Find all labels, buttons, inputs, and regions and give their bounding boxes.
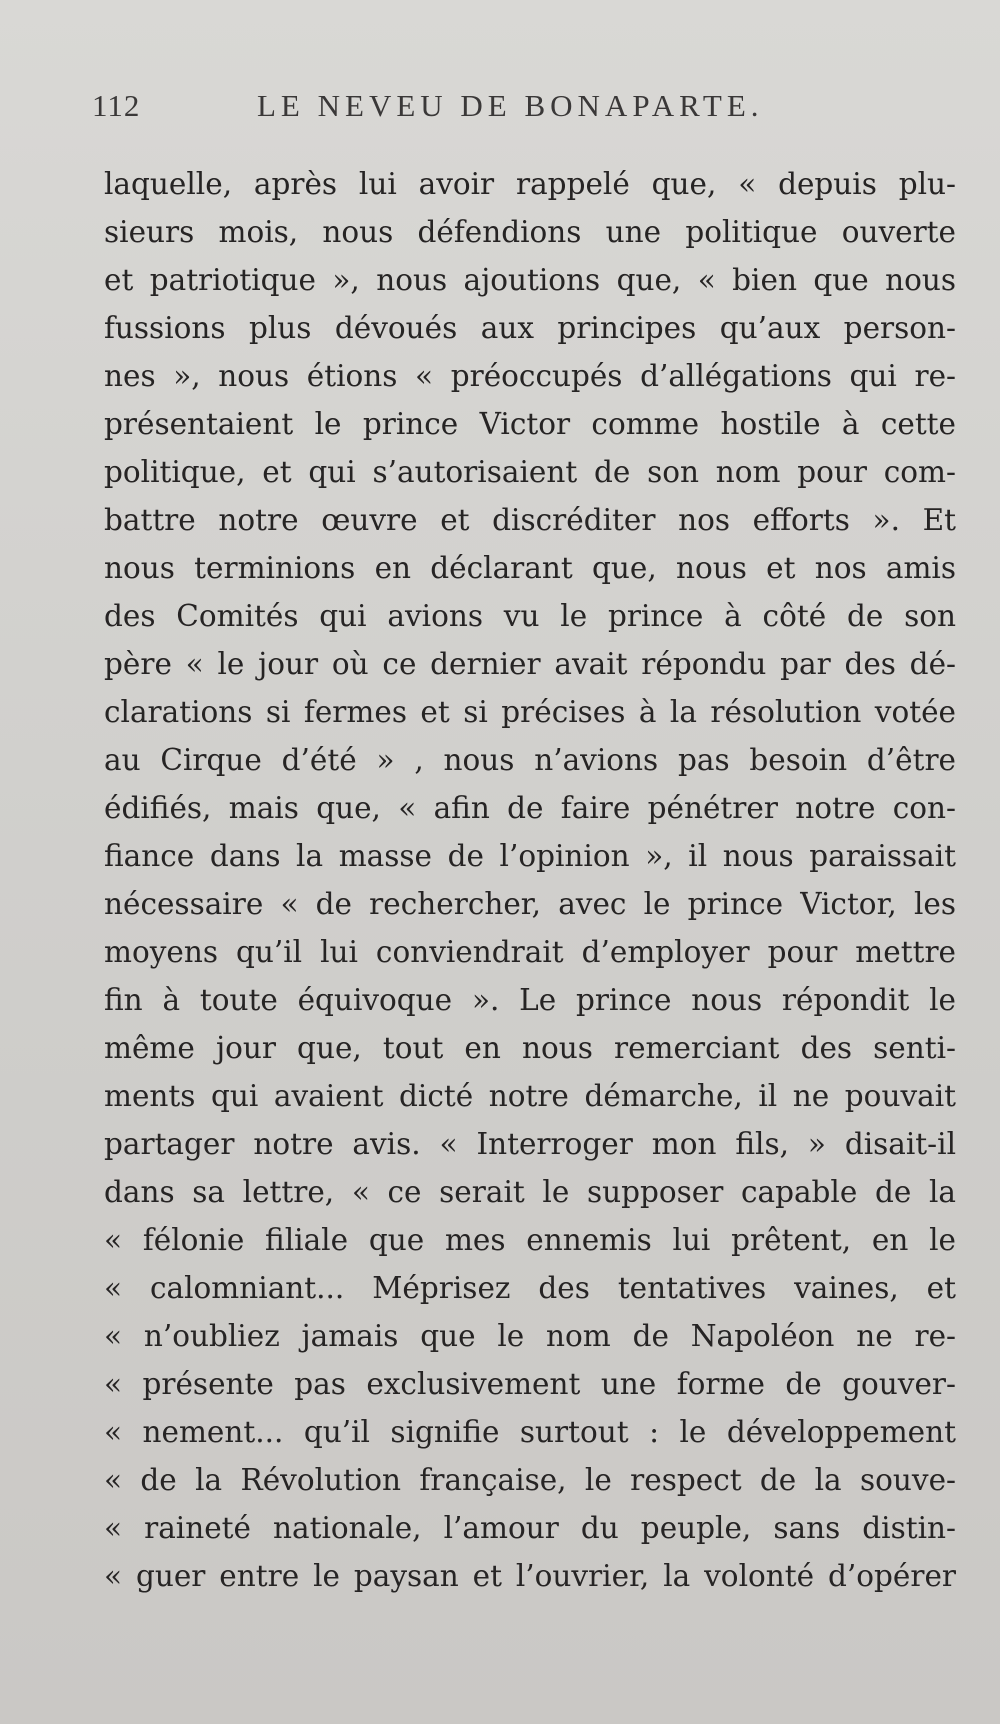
text-line: père « le jour où ce dernier avait répondu par des dé- (104, 647, 956, 681)
text-line: même jour que, tout en nous remerciant des senti- (104, 1031, 956, 1065)
text-line: fussions plus dévoués aux principes qu’aux person- (104, 311, 956, 345)
text-line: fin à toute équivoque ». Le prince nous répondit le (104, 983, 956, 1017)
text-line: moyens qu’il lui conviendrait d’employer pour mettre (104, 935, 956, 969)
text-line: « calomniant... Méprisez des tentatives vaines, et (104, 1271, 956, 1305)
text-line: « raineté nationale, l’amour du peuple, sans distin- (104, 1511, 956, 1545)
text-line: édifiés, mais que, « afin de faire pénétrer notre con- (104, 791, 956, 825)
text-line: politique, et qui s’autorisaient de son nom pour com- (104, 455, 956, 489)
text-line: partager notre avis. « Interroger mon fils, » disait-il (104, 1127, 956, 1161)
text-line: « guer entre le paysan et l’ouvrier, la volonté d’opérer (104, 1559, 956, 1593)
text-line: sieurs mois, nous défendions une politique ouverte (104, 215, 956, 249)
text-line: au Cirque d’été » , nous n’avions pas besoin d’être (104, 743, 956, 777)
text-line: battre notre œuvre et discréditer nos efforts ». Et (104, 503, 956, 537)
text-line: nécessaire « de rechercher, avec le prince Victor, les (104, 887, 956, 921)
text-line: « félonie filiale que mes ennemis lui prêtent, en le (104, 1223, 956, 1257)
text-line: « nement... qu’il signifie surtout : le développement (104, 1415, 956, 1449)
running-head (92, 88, 972, 128)
text-line: laquelle, après lui avoir rappelé que, « depuis plu- (104, 167, 956, 201)
text-line: et patriotique », nous ajoutions que, « bien que nous (104, 263, 956, 297)
text-line: ments qui avaient dicté notre démarche, il ne pouvait (104, 1079, 956, 1113)
page-number: 112 (92, 88, 141, 123)
text-line: présentaient le prince Victor comme hostile à cette (104, 407, 956, 441)
text-line: « présente pas exclusivement une forme de gouver- (104, 1367, 956, 1401)
text-line: nes », nous étions « préoccupés d’allégations qui re- (104, 359, 956, 393)
text-line: fiance dans la masse de l’opinion », il nous paraissait (104, 839, 956, 873)
text-line: dans sa lettre, « ce serait le supposer capable de la (104, 1175, 956, 1209)
body-text (104, 160, 956, 1600)
text-line: clarations si fermes et si précises à la résolution votée (104, 695, 956, 729)
text-line: « de la Révolution française, le respect de la souve- (104, 1463, 956, 1497)
text-line: des Comités qui avions vu le prince à côté de son (104, 599, 956, 633)
text-line: « n’oubliez jamais que le nom de Napoléon ne re- (104, 1319, 956, 1353)
text-line: nous terminions en déclarant que, nous et nos amis (104, 551, 956, 585)
running-title: LE NEVEU DE BONAPARTE. (257, 88, 764, 123)
